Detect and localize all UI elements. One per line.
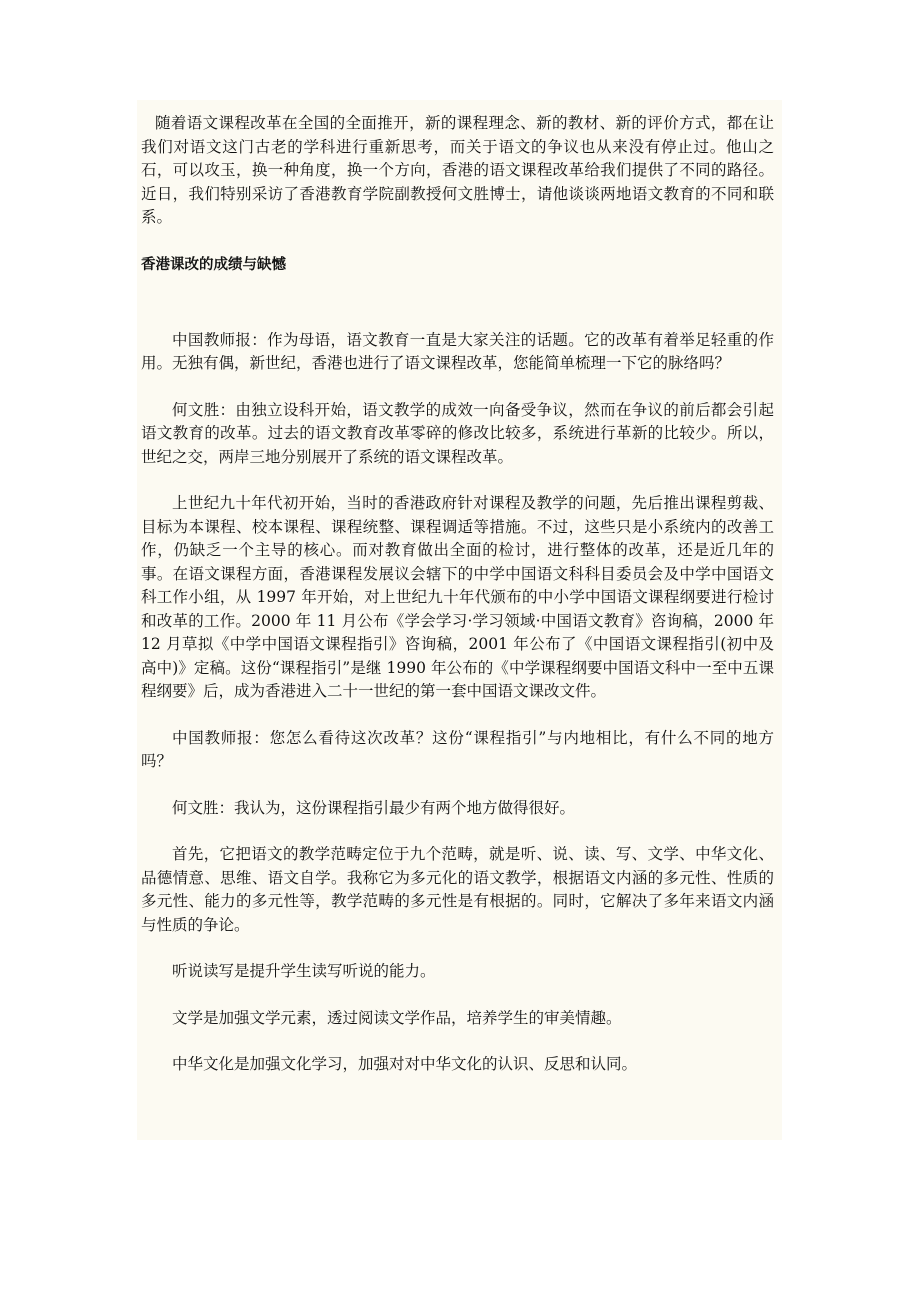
section-heading: 香港课改的成绩与缺憾: [141, 256, 286, 273]
paragraph-answer-2: 何文胜：我认为，这份课程指引最少有两个地方做得很好。: [172, 798, 576, 817]
paragraph-question-2: 中国教师报：您怎么看待这次改革？这份“课程指引”与内地相比，有什么不同的地方吗？: [141, 728, 774, 770]
article-body: [137, 100, 782, 1140]
paragraph-answer-1: 何文胜：由独立设科开始，语文教学的成效一向备受争议，然而在争议的前后都会引起语文教育的改革。过去的语文教育改革零碎的修改比较多，系统进行革新的比较少。所以，世纪之交，两岸三地分别展开了系统的语文课程改革。: [141, 400, 774, 466]
intro-paragraph: 随着语文课程改革在全国的全面推开，新的课程理念、新的教材、新的评价方式，都在让我们对语文这门古老的学科进行重新思考，而关于语文的争议也从来没有停止过。他山之石，可以攻玉，换一种角度，换一个方向，香港的语文课程改革给我们提供了不同的路径。近日，我们特别采访了香港教育学院副教授何文胜博士，请他谈谈两地语文教育的不同和联系。: [141, 114, 774, 226]
paragraph-culture: 中华文化是加强文化学习，加强对对中华文化的认识、反思和认同。: [172, 1055, 638, 1073]
paragraph-question-1: 中国教师报：作为母语，语文教育一直是大家关注的话题。它的改革有着举足轻重的作用。无独有偶，新世纪，香港也进行了语文课程改革，您能简单梳理一下它的脉络吗？: [141, 330, 774, 372]
paragraph-first-point: 首先，它把语文的教学范畴定位于九个范畴，就是听、说、读、写、文学、中华文化、品德情意、思维、语文自学。我称它为多元化的语文教学，根据语文内涵的多元性、性质的多元性、能力的多元性等，教学范畴的多元性是有根据的。同时，它解决了多年来语文内涵与性质的争论。: [141, 845, 774, 934]
paragraph-literature: 文学是加强文学元素，透过阅读文学作品，培养学生的审美情趣。: [172, 1008, 622, 1027]
paragraph-listening: 听说读写是提升学生读写听说的能力。: [172, 962, 436, 980]
paragraph-history: 上世纪九十年代初开始，当时的香港政府针对课程及教学的问题，先后推出课程剪裁、目标为本课程、校本课程、课程统整、课程调适等措施。不过，这些只是小系统内的改善工作，仍缺乏一个主导的核心。而对教育做出全面的检讨，进行整体的改革，还是近几年的事。在语文课程方面，香港课程发展议会辖下的中学中国语文科科目委员会及中学中国语文科工作小组，从 1997 年开始，对上世纪九十年代颁布的中小学中国语文课程纲要进行检讨和改革的工作。2000 年 11 月公布《学会学习·学习领域·中国语文教育》咨询稿，2000 年 12 月草拟《中学中国语文课程指引》咨询稿，2001 年公布了《中国语文课程指引(初中及高中)》定稿。这份“课程指引”是继 1990 年公布的《中学课程纲要中国语文科中一至中五课程纲要》后，成为香港进入二十一世纪的第一套中国语文课改文件。: [141, 494, 774, 700]
